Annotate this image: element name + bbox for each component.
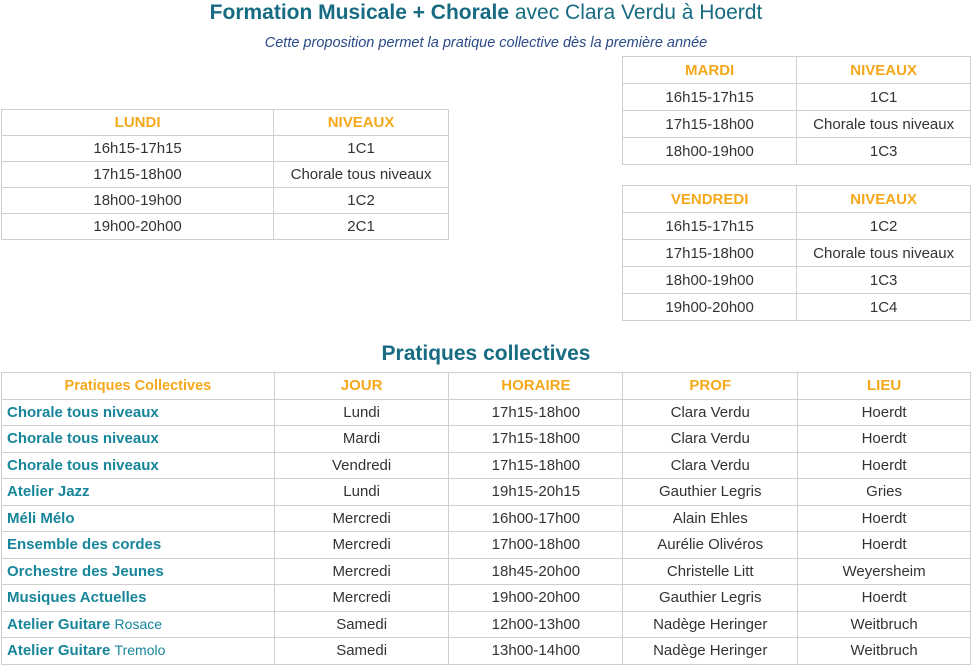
mardi-schedule-table bbox=[622, 56, 971, 165]
table-row bbox=[2, 532, 971, 559]
location-cell: Weitbruch bbox=[798, 638, 971, 665]
table-row bbox=[2, 505, 971, 532]
lundi-schedule-table bbox=[1, 109, 449, 240]
day-header: LUNDI bbox=[2, 110, 274, 136]
table-header-row bbox=[623, 186, 971, 213]
table-row bbox=[2, 611, 971, 638]
location-header: LIEU bbox=[798, 373, 971, 400]
table-row bbox=[2, 585, 971, 612]
time-cell: 19h15-20h15 bbox=[449, 479, 623, 506]
level-cell: Chorale tous niveaux bbox=[797, 240, 971, 267]
location-cell: Hoerdt bbox=[798, 585, 971, 612]
day-cell: Mercredi bbox=[274, 585, 449, 612]
activity-name: Méli Mélo bbox=[7, 509, 75, 527]
activity-name: Atelier Jazz bbox=[7, 483, 90, 501]
activity-cell bbox=[2, 505, 275, 532]
time-cell: 12h00-13h00 bbox=[449, 611, 623, 638]
table-row bbox=[623, 267, 971, 294]
day-cell: Mardi bbox=[274, 426, 449, 453]
level-cell: 1C4 bbox=[797, 294, 971, 321]
day-header: MARDI bbox=[623, 57, 797, 84]
level-cell: Chorale tous niveaux bbox=[797, 111, 971, 138]
location-cell: Hoerdt bbox=[798, 505, 971, 532]
time-cell: 18h45-20h00 bbox=[449, 558, 623, 585]
time-cell: 18h00-19h00 bbox=[623, 267, 797, 294]
activity-cell bbox=[2, 426, 275, 453]
table-row bbox=[623, 213, 971, 240]
day-cell: Samedi bbox=[274, 611, 449, 638]
time-cell: 17h15-18h00 bbox=[449, 399, 623, 426]
activity-cell bbox=[2, 638, 275, 665]
activity-cell bbox=[2, 399, 275, 426]
activity-name: Atelier Guitare bbox=[7, 642, 111, 660]
level-cell: 1C1 bbox=[274, 136, 449, 162]
table-row bbox=[2, 162, 449, 188]
teacher-cell: Christelle Litt bbox=[623, 558, 798, 585]
time-cell: 17h15-18h00 bbox=[623, 111, 797, 138]
day-cell: Mercredi bbox=[274, 505, 449, 532]
day-header: VENDREDI bbox=[623, 186, 797, 213]
table-row bbox=[623, 240, 971, 267]
table-row bbox=[623, 111, 971, 138]
time-cell: 17h15-18h00 bbox=[449, 452, 623, 479]
table-row bbox=[2, 399, 971, 426]
day-header: JOUR bbox=[274, 373, 449, 400]
table-row bbox=[623, 294, 971, 321]
level-cell: 1C2 bbox=[274, 188, 449, 214]
activity-name: Orchestre des Jeunes bbox=[7, 562, 164, 580]
time-cell: 16h15-17h15 bbox=[2, 136, 274, 162]
location-cell: Weyersheim bbox=[798, 558, 971, 585]
activity-name: Chorale tous niveaux bbox=[7, 430, 159, 448]
table-row bbox=[623, 84, 971, 111]
location-cell: Hoerdt bbox=[798, 426, 971, 453]
table-row bbox=[2, 136, 449, 162]
day-cell: Mercredi bbox=[274, 558, 449, 585]
teacher-cell: Nadège Heringer bbox=[623, 611, 798, 638]
teacher-cell: Alain Ehles bbox=[623, 505, 798, 532]
activity-cell bbox=[2, 479, 275, 506]
location-cell: Weitbruch bbox=[798, 611, 971, 638]
location-cell: Gries bbox=[798, 479, 971, 506]
time-header: HORAIRE bbox=[449, 373, 623, 400]
location-cell: Hoerdt bbox=[798, 399, 971, 426]
time-cell: 19h00-20h00 bbox=[449, 585, 623, 612]
day-cell: Vendredi bbox=[274, 452, 449, 479]
activity-name: Atelier Guitare bbox=[7, 615, 111, 633]
time-cell: 17h15-18h00 bbox=[449, 426, 623, 453]
table-header-row bbox=[2, 110, 449, 136]
levels-header: NIVEAUX bbox=[274, 110, 449, 136]
table-header-row bbox=[623, 57, 971, 84]
title-bold: Formation Musicale + Chorale bbox=[209, 1, 509, 24]
pratiques-table bbox=[1, 372, 971, 665]
activity-cell bbox=[2, 585, 275, 612]
level-cell: 2C1 bbox=[274, 214, 449, 240]
activity-detail: Tremolo bbox=[114, 642, 166, 659]
table-header-row bbox=[2, 373, 971, 400]
teacher-header: PROF bbox=[623, 373, 798, 400]
location-cell: Hoerdt bbox=[798, 452, 971, 479]
time-cell: 13h00-14h00 bbox=[449, 638, 623, 665]
activity-cell bbox=[2, 452, 275, 479]
table-row bbox=[2, 214, 449, 240]
activity-cell bbox=[2, 611, 275, 638]
location-cell: Hoerdt bbox=[798, 532, 971, 559]
activity-name: Chorale tous niveaux bbox=[7, 456, 159, 474]
levels-header: NIVEAUX bbox=[797, 186, 971, 213]
time-cell: 18h00-19h00 bbox=[2, 188, 274, 214]
table-row bbox=[2, 452, 971, 479]
activity-detail: Rosace bbox=[114, 615, 163, 632]
level-cell: Chorale tous niveaux bbox=[274, 162, 449, 188]
table-row bbox=[2, 188, 449, 214]
day-cell: Lundi bbox=[274, 479, 449, 506]
title-rest: avec Clara Verdu à Hoerdt bbox=[509, 1, 763, 24]
teacher-cell: Clara Verdu bbox=[623, 399, 798, 426]
level-cell: 1C2 bbox=[797, 213, 971, 240]
section-title: Pratiques collectives bbox=[381, 342, 591, 365]
day-cell: Samedi bbox=[274, 638, 449, 665]
teacher-cell: Clara Verdu bbox=[623, 452, 798, 479]
time-cell: 18h00-19h00 bbox=[623, 138, 797, 165]
time-cell: 17h15-18h00 bbox=[623, 240, 797, 267]
teacher-cell: Aurélie Olivéros bbox=[623, 532, 798, 559]
level-cell: 1C1 bbox=[797, 84, 971, 111]
time-cell: 19h00-20h00 bbox=[623, 294, 797, 321]
time-cell: 16h00-17h00 bbox=[449, 505, 623, 532]
activity-cell bbox=[2, 532, 275, 559]
level-cell: 1C3 bbox=[797, 138, 971, 165]
teacher-cell: Clara Verdu bbox=[623, 426, 798, 453]
teacher-cell: Gauthier Legris bbox=[623, 585, 798, 612]
table-row bbox=[2, 558, 971, 585]
day-cell: Mercredi bbox=[274, 532, 449, 559]
table-row bbox=[623, 138, 971, 165]
time-cell: 16h15-17h15 bbox=[623, 84, 797, 111]
page-subtitle: Cette proposition permet la pratique collective dès la première année bbox=[264, 35, 708, 51]
levels-header: NIVEAUX bbox=[797, 57, 971, 84]
level-cell: 1C3 bbox=[797, 267, 971, 294]
time-cell: 17h00-18h00 bbox=[449, 532, 623, 559]
day-cell: Lundi bbox=[274, 399, 449, 426]
time-cell: 16h15-17h15 bbox=[623, 213, 797, 240]
activity-name: Ensemble des cordes bbox=[7, 536, 162, 554]
activity-name: Chorale tous niveaux bbox=[7, 403, 159, 421]
table-row bbox=[2, 638, 971, 665]
time-cell: 19h00-20h00 bbox=[2, 214, 274, 240]
page-title bbox=[0, 1, 972, 25]
activity-name: Musiques Actuelles bbox=[7, 589, 147, 607]
teacher-cell: Nadège Heringer bbox=[623, 638, 798, 665]
teacher-cell: Gauthier Legris bbox=[623, 479, 798, 506]
time-cell: 17h15-18h00 bbox=[2, 162, 274, 188]
table-row bbox=[2, 479, 971, 506]
table-row bbox=[2, 426, 971, 453]
activity-header: Pratiques Collectives bbox=[2, 373, 275, 400]
activity-cell bbox=[2, 558, 275, 585]
vendredi-schedule-table bbox=[622, 185, 971, 321]
